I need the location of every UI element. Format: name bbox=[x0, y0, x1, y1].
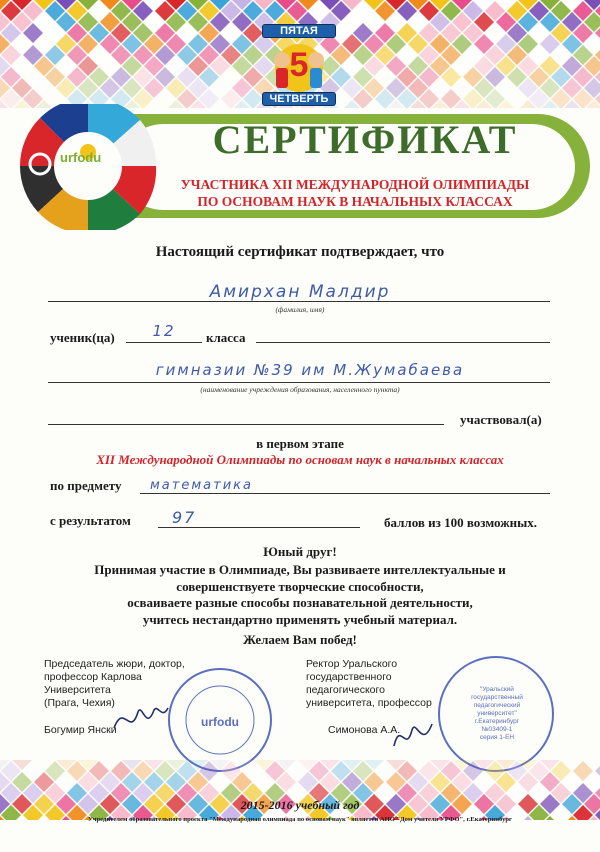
rector-line-3: педагогического bbox=[306, 684, 385, 696]
school-line bbox=[48, 382, 550, 383]
certificate-title: СЕРТИФИКАТ bbox=[212, 117, 518, 162]
stamp-right-line-1: "Уральский bbox=[480, 686, 514, 693]
greeting: Юный друг! bbox=[263, 544, 337, 559]
stamp-right-line-4: университет" bbox=[477, 710, 517, 717]
rector-name: Симонова А.А. bbox=[328, 724, 401, 736]
jury-signature bbox=[110, 698, 170, 738]
flags-emblem bbox=[20, 104, 156, 230]
rector-line-2: государственного bbox=[306, 671, 392, 683]
school-name: гимназии №39 им М.Жумабаева bbox=[155, 361, 465, 379]
rector-line-1: Ректор Уральского bbox=[306, 658, 398, 670]
grade-line bbox=[126, 342, 202, 343]
participated-line bbox=[48, 424, 444, 425]
subject-value: математика bbox=[150, 478, 253, 493]
stage-text: в первом этапе bbox=[256, 436, 344, 451]
logo-number: 5 bbox=[289, 46, 309, 84]
subtitle-line-1: УЧАСТНИКА XII МЕЖДУНАРОДНОЙ ОЛИМПИАДЫ bbox=[180, 177, 530, 192]
stamp-right-line-6: №03409-1 bbox=[481, 726, 513, 733]
result-line bbox=[158, 527, 360, 528]
participant-name: Амирхан Малдир bbox=[209, 282, 391, 302]
result-suffix: баллов из 100 возможных. bbox=[384, 515, 538, 530]
body-line-1: Принимая участие в Олимпиаде, Вы развиваете интеллектуальные и bbox=[94, 562, 506, 577]
olympiad-name: XII Международной Олимпиады по основам наук в начальных классах bbox=[96, 452, 504, 467]
encouragement-text bbox=[40, 562, 560, 628]
university-stamp bbox=[438, 656, 554, 772]
certificate-subtitle bbox=[150, 176, 560, 210]
body-line-3: осваиваете разные способы познавательной деятельности, bbox=[127, 595, 473, 610]
rector-line-4: университета, профессор bbox=[306, 697, 432, 709]
brand-logo: urfodu bbox=[60, 150, 102, 165]
jury-line-4: (Прага, Чехия) bbox=[44, 697, 115, 709]
subject-line bbox=[140, 493, 550, 494]
subject-label: по предмету bbox=[50, 478, 122, 493]
name-line bbox=[48, 301, 550, 302]
stamp-right-line-2: государственный bbox=[471, 694, 523, 701]
confirm-text: Настоящий сертификат подтверждает, что bbox=[155, 244, 445, 260]
stamp-right-line-7: серия 1-ЕН bbox=[479, 734, 515, 741]
academic-year: 2015-2016 учебный год bbox=[240, 798, 360, 812]
class-line bbox=[256, 342, 550, 343]
jury-line-2: профессор Карлова bbox=[44, 671, 142, 683]
class-label: класса bbox=[206, 330, 246, 345]
name-caption: (фамилия, имя) bbox=[275, 305, 325, 314]
body-line-4: учитесь нестандартно применять учебный материал. bbox=[142, 611, 458, 627]
stamp-right-line-5: г.Екатеринбург bbox=[474, 718, 520, 725]
result-label: с результатом bbox=[50, 513, 131, 528]
school-caption: (наименование учреждения образования, населенного пункта) bbox=[200, 385, 400, 394]
logo-bottom-text: ЧЕТВЕРТЬ bbox=[262, 92, 336, 106]
jury-line-3: Университета bbox=[44, 684, 111, 696]
stamp-right-line-3: педагогический bbox=[473, 702, 521, 709]
jury-chair-name: Богумир Янски bbox=[44, 724, 117, 736]
jury-line-1: Председатель жюри, доктор, bbox=[44, 658, 185, 670]
olympiad-stamp bbox=[168, 668, 272, 772]
grade-value: 12 bbox=[152, 322, 176, 340]
wish-text: Желаем Вам побед! bbox=[243, 632, 357, 647]
body-line-2: совершенствуете творческие способности, bbox=[176, 578, 424, 594]
participated-label: участвовал(а) bbox=[460, 412, 542, 427]
stamp-left-center: urfodu bbox=[201, 715, 239, 729]
rector-signature bbox=[388, 710, 438, 760]
olympiad-logo bbox=[262, 24, 336, 108]
result-value: 97 bbox=[172, 508, 197, 527]
student-label: ученик(ца) bbox=[50, 330, 115, 345]
logo-top-text: ПЯТАЯ bbox=[262, 24, 336, 38]
subtitle-line-2: ПО ОСНОВАМ НАУК В НАЧАЛЬНЫХ КЛАССАХ bbox=[197, 194, 513, 209]
footer-note: Учредителем образовательного проекта "Международная олимпиада по основам наук" является АНО "Дом учителя УРФО", г.Екатеринбург bbox=[87, 816, 513, 823]
